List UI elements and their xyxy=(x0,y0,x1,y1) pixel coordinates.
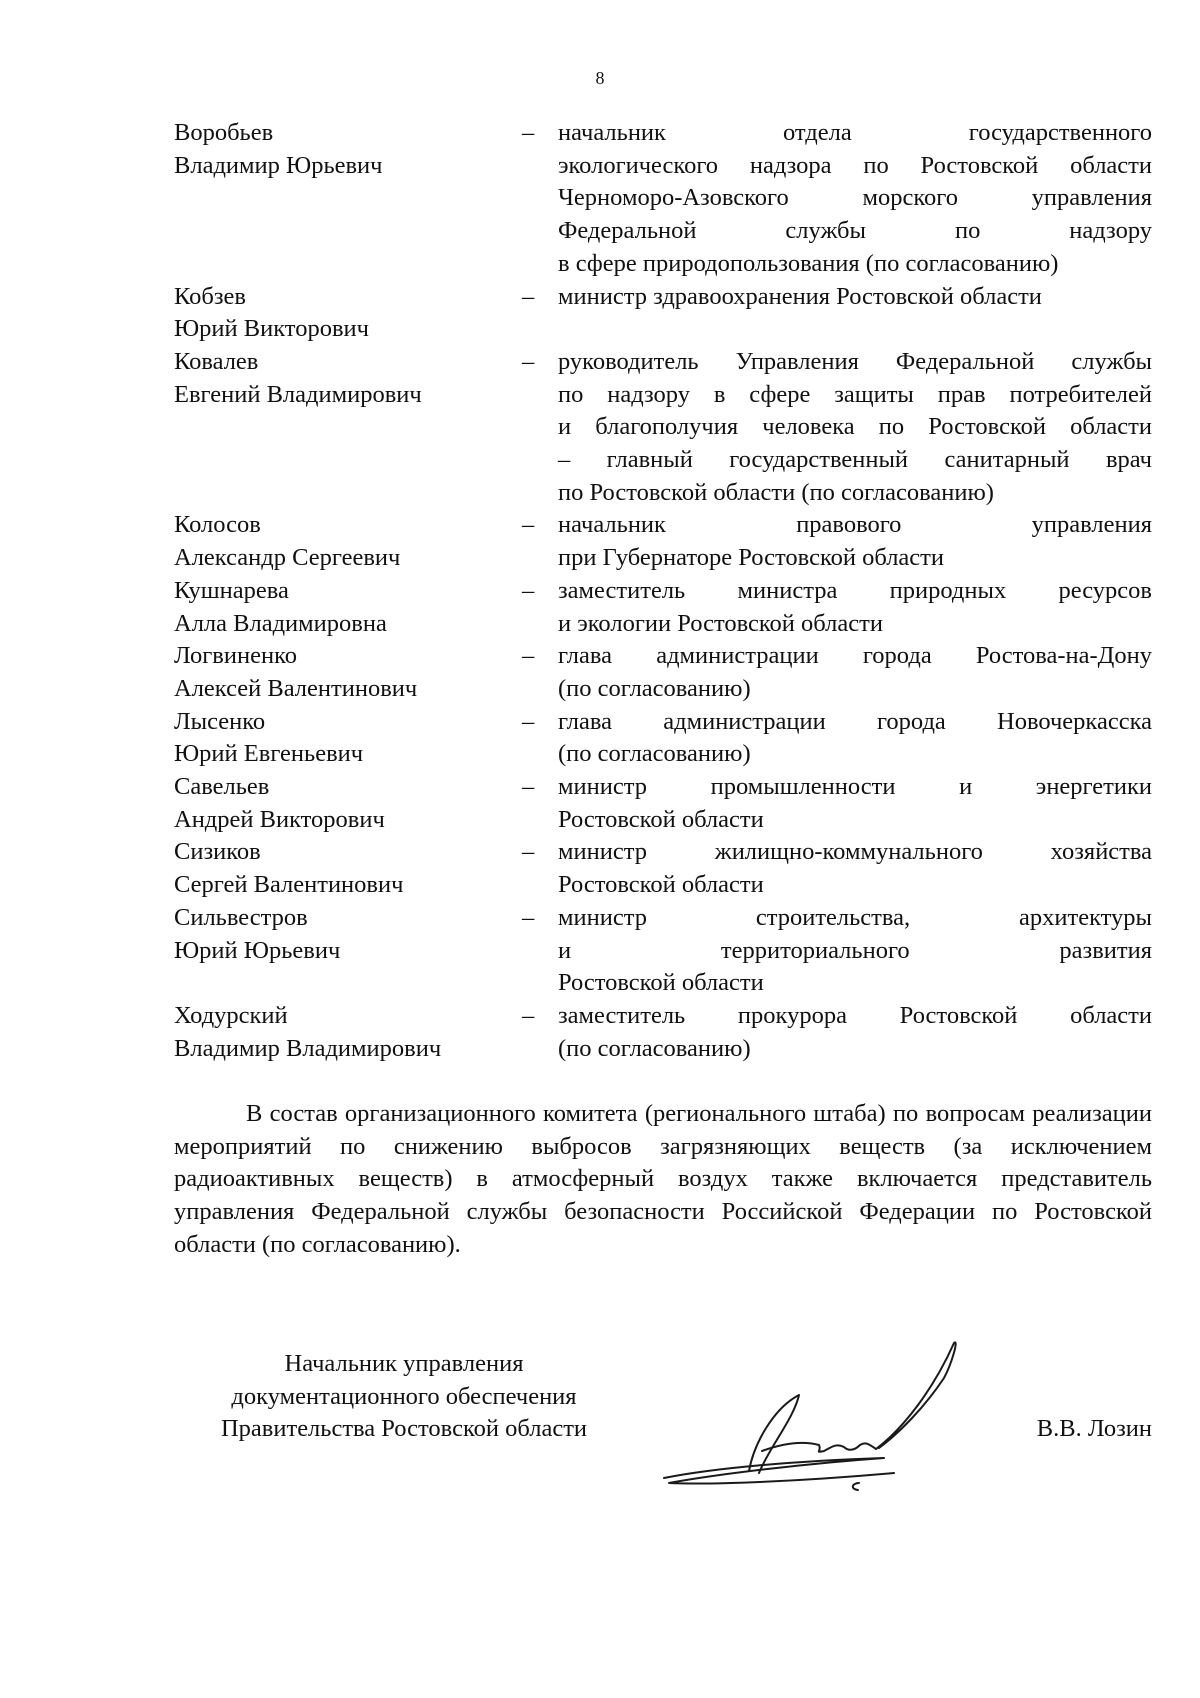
member-position-line: в сфере природопользования (по согласованию) xyxy=(558,249,1059,277)
member-position-line: (по согласованию) xyxy=(558,1034,751,1062)
member-position xyxy=(558,640,1152,705)
member-position-line: Ростовской области xyxy=(558,805,764,833)
member-name xyxy=(174,575,522,640)
member-name xyxy=(174,706,522,771)
member-name-line: Кобзев xyxy=(174,282,246,310)
member-position-line: заместитель министра природных ресурсов xyxy=(558,576,1152,604)
member-name-line: Алла Владимировна xyxy=(174,609,387,637)
member-dash: – xyxy=(522,642,535,670)
committee-member xyxy=(174,509,1152,574)
member-position-line: по надзору в сфере защиты прав потребителей xyxy=(558,380,1152,408)
member-position-line: Черноморо-Азовского морского управления xyxy=(558,184,1152,212)
member-position xyxy=(558,1000,1152,1065)
member-name-line: Воробьев xyxy=(174,119,274,146)
member-position xyxy=(558,575,1152,640)
member-name-line: Александр Сергеевич xyxy=(174,544,401,572)
member-position xyxy=(558,771,1152,836)
member-position-line: начальник правового управления xyxy=(558,511,1152,539)
member-name-line: Савельев xyxy=(174,773,270,801)
member-name-line: Сильвестров xyxy=(174,903,308,931)
member-name xyxy=(174,902,522,1000)
member-name-line: Владимир Юрьевич xyxy=(174,151,383,179)
member-position-line: глава администрации города Новочеркасска xyxy=(558,707,1152,735)
member-position-line: Ростовской области xyxy=(558,871,764,899)
member-position-line: Ростовской области xyxy=(558,969,764,997)
member-position-line: министр промышленности и энергетики xyxy=(558,773,1152,801)
member-position-line: и благополучия человека по Ростовской области xyxy=(558,413,1152,441)
handwritten-signature xyxy=(654,1333,974,1493)
committee-member-list xyxy=(174,117,1152,1065)
member-name-line: Владимир Владимирович xyxy=(174,1034,442,1062)
member-position-line: при Губернаторе Ростовской области xyxy=(558,544,944,572)
member-position-line: (по согласованию) xyxy=(558,674,751,702)
member-name-line: Сизиков xyxy=(174,838,261,866)
member-dash: – xyxy=(522,838,535,866)
member-dash: – xyxy=(522,903,535,931)
member-position-line: руководитель Управления Федеральной службы xyxy=(558,347,1152,375)
signer-name: В.В. Лозин xyxy=(1036,1415,1152,1442)
member-name xyxy=(174,346,522,510)
member-position-line: и экологии Ростовской области xyxy=(558,609,883,637)
member-position xyxy=(558,346,1152,510)
member-dash: – xyxy=(522,347,535,375)
member-name xyxy=(174,771,522,836)
member-name-line: Евгений Владимирович xyxy=(174,380,422,408)
member-dash: – xyxy=(522,1001,535,1029)
member-name-line: Колосов xyxy=(174,511,261,539)
signer-title-line: документационного обеспечения xyxy=(231,1382,577,1410)
committee-member xyxy=(174,771,1152,836)
membership-note: В состав организационного комитета (регионального штаба) по вопросам реализации мероприятий по снижению выбросов загрязняющих веществ (за исключением радиоактивных веществ) в атмосферный воздух также включается представитель управления Федеральной службы безопасности Российской Федерации по Ростовской области (по согласованию). xyxy=(174,1100,1152,1258)
member-position xyxy=(558,706,1152,771)
member-name-line: Логвиненко xyxy=(174,642,297,670)
committee-member xyxy=(174,902,1152,1000)
member-name-line: Андрей Викторович xyxy=(174,805,385,833)
signer-title-line: Начальник управления xyxy=(284,1350,524,1377)
committee-member xyxy=(174,1000,1152,1065)
member-position xyxy=(558,281,1152,346)
member-position-line: экологического надзора по Ростовской области xyxy=(558,151,1152,179)
member-position xyxy=(558,902,1152,1000)
member-name xyxy=(174,1000,522,1065)
member-name xyxy=(174,836,522,901)
member-name-line: Кушнарева xyxy=(174,576,289,604)
member-position-line: по Ростовской области (по согласованию) xyxy=(558,478,994,506)
member-position-line: Федеральной службы по надзору xyxy=(558,217,1152,245)
member-position xyxy=(558,117,1152,281)
member-dash: – xyxy=(522,119,535,146)
member-name-line: Юрий Юрьевич xyxy=(174,936,341,964)
member-name xyxy=(174,117,522,281)
member-position-line: министр здравоохранения Ростовской области xyxy=(558,282,1042,310)
signer-title xyxy=(174,1348,634,1446)
member-position xyxy=(558,509,1152,574)
committee-member xyxy=(174,346,1152,510)
member-position-line: глава администрации города Ростова-на-Дону xyxy=(558,642,1152,670)
committee-member xyxy=(174,281,1152,346)
committee-member xyxy=(174,117,1152,281)
member-position xyxy=(558,836,1152,901)
member-name-line: Алексей Валентинович xyxy=(174,674,418,702)
member-dash: – xyxy=(522,707,535,735)
member-name xyxy=(174,640,522,705)
member-dash: – xyxy=(522,773,535,801)
signature-block xyxy=(174,1348,1152,1488)
member-dash: – xyxy=(522,282,535,310)
committee-member xyxy=(174,706,1152,771)
member-name-line: Ковалев xyxy=(174,347,259,375)
member-name-line: Юрий Евгеньевич xyxy=(174,740,364,768)
committee-member xyxy=(174,575,1152,640)
member-dash: – xyxy=(522,511,535,539)
member-name xyxy=(174,509,522,574)
committee-member xyxy=(174,640,1152,705)
member-position-line: (по согласованию) xyxy=(558,740,751,768)
signer-title-line: Правительства Ростовской области xyxy=(220,1415,588,1443)
member-position-line: начальник отдела государственного xyxy=(558,119,1152,146)
member-position-line: – главный государственный санитарный врач xyxy=(558,446,1152,474)
member-position-line: и территориального развития xyxy=(558,936,1152,964)
committee-member xyxy=(174,836,1152,901)
member-position-line: министр жилищно-коммунального хозяйства xyxy=(558,838,1152,866)
member-name-line: Ходурский xyxy=(174,1001,288,1029)
member-position-line: заместитель прокурора Ростовской области xyxy=(558,1001,1152,1029)
member-name-line: Сергей Валентинович xyxy=(174,871,404,899)
member-position-line: министр строительства, архитектуры xyxy=(558,903,1152,931)
member-name-line: Юрий Викторович xyxy=(174,315,369,343)
page-number: 8 xyxy=(595,68,605,88)
member-name-line: Лысенко xyxy=(174,707,266,735)
member-dash: – xyxy=(522,576,535,604)
member-name xyxy=(174,281,522,346)
